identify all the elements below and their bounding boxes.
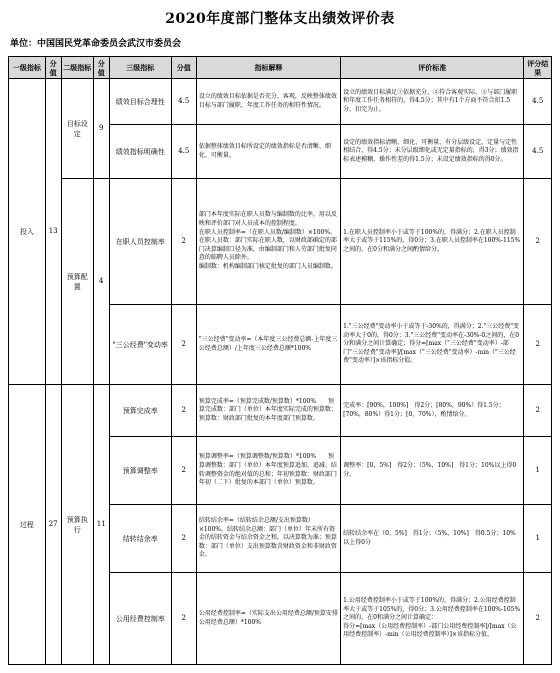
indicator-name: 绩效目标合理性 — [109, 79, 171, 125]
indicator-result: 4.5 — [524, 79, 552, 125]
indicator-result: 2 — [524, 179, 552, 305]
indicator-result: 2 — [524, 573, 552, 665]
indicator-result: 2 — [524, 305, 552, 385]
group-process-label: 过程 — [9, 385, 46, 665]
evaluation-table — [8, 56, 552, 665]
indicator-result: 4.5 — [524, 125, 552, 179]
indicator-standard: 调整率：[0，5%] 得2分；（5%，10%] 得1分；10%以上得0分。 — [341, 437, 524, 505]
subgroup-goal-score: 9 — [93, 79, 109, 179]
indicator-score: 2 — [171, 385, 196, 437]
indicator-standard: 结转结余率在（0，5%] 得1分；（5%，10%] 得0.5分；10%以上得0分 — [341, 505, 524, 573]
indicator-name: 预算调整率 — [109, 437, 171, 505]
indicator-standard: 1."三公经费"变动率小于或等于-30%的，得满分；2."三公经费"变动率大于0的，得0分；3."三公经费"变动率在-30%-0之间的，在0分和满分之间计算确定；得分=[max（"三公经费"变动率）-部门"三公经费"变动率]/[max（"三公经费"变动率）-min（"三公经费"变动率）]×该指标分值。 — [341, 305, 524, 385]
indicator-score: 2 — [171, 505, 196, 573]
indicator-score: 2 — [171, 179, 196, 305]
subgroup-goal-label: 目标设定 — [61, 79, 93, 179]
subgroup-budget-config-score: 4 — [93, 179, 109, 385]
indicator-explain: 设立的绩效目标依据是否充分、客观，反映整体绩效目标与部门履职、年度工作任务的相符性情况。 — [196, 79, 340, 125]
table-row — [9, 79, 552, 125]
indicator-name: 在职人员控制率 — [109, 179, 171, 305]
header-level1: 一级指标 — [9, 57, 46, 79]
table-row — [9, 385, 552, 437]
indicator-score: 2 — [171, 305, 196, 385]
indicator-result: 2 — [524, 385, 552, 437]
header-level3: 三级指标 — [109, 57, 171, 79]
header-explain: 指标解释 — [196, 57, 340, 79]
indicator-explain: 预算完成率=（预算完成数/预算数）*100% 预算完成数：部门（单位）本年度实际完成的预算数；预算数：财政部门批复的本年度部门预算数。 — [196, 385, 340, 437]
page-title: 2020年度部门整体支出绩效评价表 — [165, 11, 395, 27]
header-result: 评分结果 — [524, 57, 552, 79]
indicator-score: 4.5 — [171, 125, 196, 179]
indicator-score: 2 — [171, 573, 196, 665]
indicator-name: 预算完成率 — [109, 385, 171, 437]
subgroup-budget-exec-label: 预算执行 — [61, 385, 93, 665]
indicator-score: 2 — [171, 437, 196, 505]
header-standard: 评价标准 — [341, 57, 524, 79]
indicator-standard: 1.公用经费控制率小于或等于100%的，得满分；2.公用经费控制率大于或等于105%的，得0分；3.公用经费控制率在100%-105%之间的，在0和满分之间计算确定： 得分=[max（公用经费控制率）-部门公用经费控制率]/[max（公用经费控制率）-min（公用经费控制率）]×该指标分值。 — [341, 573, 524, 665]
header-row — [9, 57, 552, 79]
header-score1: 分值 — [45, 57, 61, 79]
indicator-explain: 依据整体绩效目标所设定的绩效指标是否清晰、细化、可衡量。 — [196, 125, 340, 179]
group-input-score: 13 — [45, 79, 61, 385]
indicator-explain: 结转结余率=（结转结余总额/支出预算数）×100%。结转结余总额：部门（单位）年末所有资金的结转资金与结余资金之和，以决算数为准；预算数：部门（单位）支出预算数含财政资金和非财政资金。 — [196, 505, 340, 573]
subgroup-budget-exec-score: 11 — [93, 385, 109, 665]
subgroup-budget-config-label: 预算配置 — [61, 179, 93, 385]
indicator-name: 结转结余率 — [109, 505, 171, 573]
header-score3: 分值 — [171, 57, 196, 79]
header-level2: 二级指标 — [61, 57, 93, 79]
indicator-name: "三公经费"变动率 — [109, 305, 171, 385]
indicator-score: 4.5 — [171, 79, 196, 125]
group-input-label: 投入 — [9, 79, 46, 385]
indicator-name: 公用经费控制率 — [109, 573, 171, 665]
indicator-name: 绩效指标明确性 — [109, 125, 171, 179]
indicator-standard: 1.在职人员控制率小于或等于100%的，得满分；2.在职人员控制率大于或等于115%的，得0分；3.在职人员控制率在100%-115%之间的，在0分和满分之间酌情给分。 — [341, 179, 524, 305]
indicator-result: 1 — [524, 437, 552, 505]
indicator-explain: 公用经费控制率=（实际支出公用经费总额/预算安排公用经费总额）*100% — [196, 573, 340, 665]
indicator-standard: 完成率：[90%，100%] 得2分；[80%，90%）得1.5分；[70%，80%）得1分；[0，70%），酌情给分。 — [341, 385, 524, 437]
indicator-standard: 设定的绩效指标清晰、细化、可衡量，有分层级设定，定量与定性相结合，得4.5分；未分层级细化或无定量指标的，得3分；绩效指标表述模糊，操作性差的得1.5分；未设定绩效指标的得0分。 — [341, 125, 524, 179]
indicator-explain: 部门本年度实际在职人员数与编制数的比率，用以反映和评价部门对人员成本的控制程度。 在职人员控制率=（在职人员数/编制数）×100%。 在职人员数：部门实际在职人数，以财政部确定的部门决算编制口径为准，由编制部门和人劳部门批复同意的临聘人员除外。 编制数：机构编制部门核定批复的部门人员编制数。 — [196, 179, 340, 305]
indicator-explain: 预算调整率=（预算调整数/预算数）*100% 预算调整数：部门（单位）本年度预算追加、追减、结转调整资金的绝对值的总和；年初预算数：财政部门年初（二下）批复的本部门（单位）预算数。 — [196, 437, 340, 505]
group-process-score: 27 — [45, 385, 61, 665]
indicator-result: 1 — [524, 505, 552, 573]
indicator-explain: "三公经费"变动率=（本年度三公经费总额-上年度三公经费总额）/上年度三公经费总额*100% — [196, 305, 340, 385]
unit-line: 单位：中国国民党革命委员会武汉市委员会 — [10, 39, 182, 49]
header-score2: 分值 — [93, 57, 109, 79]
indicator-standard: 设立的绩效目标满足①依据充分，②符合客观实际，③与部门履职和年度工作任务相符的，得4.5分；其中有1个方面不符合扣1.5分，扣完为止。 — [341, 79, 524, 125]
table-row — [9, 179, 552, 305]
